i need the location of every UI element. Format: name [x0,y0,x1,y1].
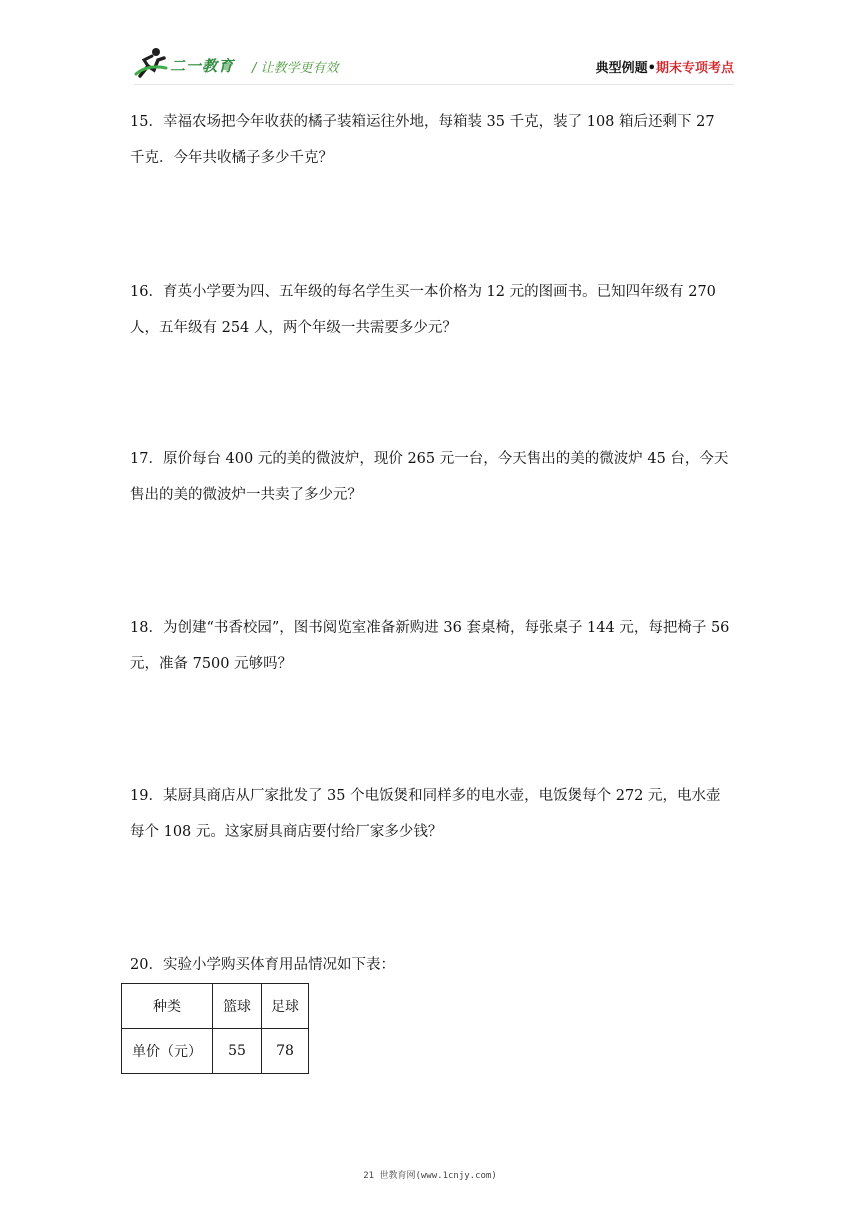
header-divider [134,84,734,85]
question-15 [130,104,734,176]
question-line: 千克．今年共收橘子多少千克？ [130,150,333,166]
table-cell: 篮球 [213,984,262,1029]
header-title [596,57,734,76]
question-line: 16．育英小学要为四、五年级的每名学生买一本价格为 12 元的图画书。已知四年级有 270 [130,284,716,300]
table-row [122,1029,309,1074]
sports-equipment-table [121,983,309,1074]
header-title-red: 期末专项考点 [655,61,734,76]
runner-logo-icon [134,46,168,80]
question-16 [130,274,734,346]
question-19 [130,778,734,850]
table-row [122,984,309,1029]
table-cell: 种类 [122,984,213,1029]
table-cell: 78 [262,1029,309,1074]
question-18 [130,610,734,682]
question-line: 每个 108 元。这家厨具商店要付给厂家多少钱？ [130,824,443,840]
logo-text: 二一教育 [170,57,235,75]
page-header [134,44,734,84]
question-17 [130,441,734,513]
question-line: 人，五年级有 254 人，两个年级一共需要多少元？ [130,320,457,336]
header-slogan: / 让教学更有效 [252,61,339,76]
question-line: 18．为创建“书香校园”，图书阅览室准备新购进 36 套桌椅，每张桌子 144 元，每把椅子 56 [130,620,730,636]
table-cell: 足球 [262,984,309,1029]
table-cell: 单价（元） [122,1029,213,1074]
question-line: 20．实验小学购买体育用品情况如下表： [130,957,395,973]
question-line: 元，准备 7500 元够吗？ [130,656,293,672]
table-cell: 55 [213,1029,262,1074]
question-20 [130,947,734,983]
header-title-black: 典型例题• [595,61,656,76]
question-line: 15．幸福农场把今年收获的橘子装箱运往外地，每箱装 35 千克，装了 108 箱后还剩下 27 [130,114,715,130]
question-line: 17．原价每台 400 元的美的微波炉，现价 265 元一台，今天售出的美的微波炉 45 台，今天 [130,451,729,467]
page-footer: 21 世教育网(www.1cnjy.com) [363,1171,497,1181]
question-line: 售出的美的微波炉一共卖了多少元？ [130,487,362,503]
logo [134,46,244,82]
question-line: 19．某厨具商店从厂家批发了 35 个电饭煲和同样多的电水壶，电饭煲每个 272 元，电水壶 [130,788,721,804]
